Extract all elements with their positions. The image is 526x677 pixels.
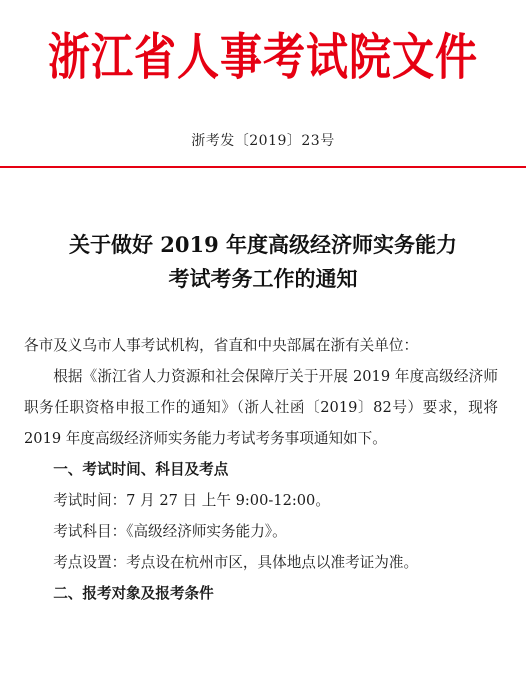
exam-subject: 考试科目：《高级经济师实务能力》。 [53, 523, 287, 540]
notice-body [24, 330, 498, 609]
notice-title-line-2: 考试考务工作的通知 [168, 266, 358, 291]
document-number: 浙考发〔2019〕23号 [191, 133, 335, 149]
red-divider-line [0, 166, 526, 168]
exam-location: 考点设置：考点设在杭州市区，具体地点以准考证为准。 [53, 554, 419, 571]
masthead-title: 浙江省人事考试院文件 [47, 27, 478, 86]
notice-title [0, 228, 526, 296]
exam-time: 考试时间：7 月 27 日 上午 9:00-12:00。 [53, 492, 330, 509]
section-heading-2: 二、报考对象及报考条件 [53, 585, 214, 602]
intro-paragraph: 根据《浙江省人力资源和社会保障厅关于开展 2019 年度高级经济师职务任职资格申报工作的通知》（浙人社函〔2019〕82号）要求，现将 2019 年度高级经济师实务能力考试考务事项通知如下。 [24, 368, 498, 447]
notice-title-line-1: 关于做好 2019 年度高级经济师实务能力 [68, 232, 458, 257]
section-heading-1: 一、考试时间、科目及考点 [53, 461, 229, 478]
salutation: 各市及义乌市人事考试机构，省直和中央部属在浙有关单位： [24, 337, 419, 354]
